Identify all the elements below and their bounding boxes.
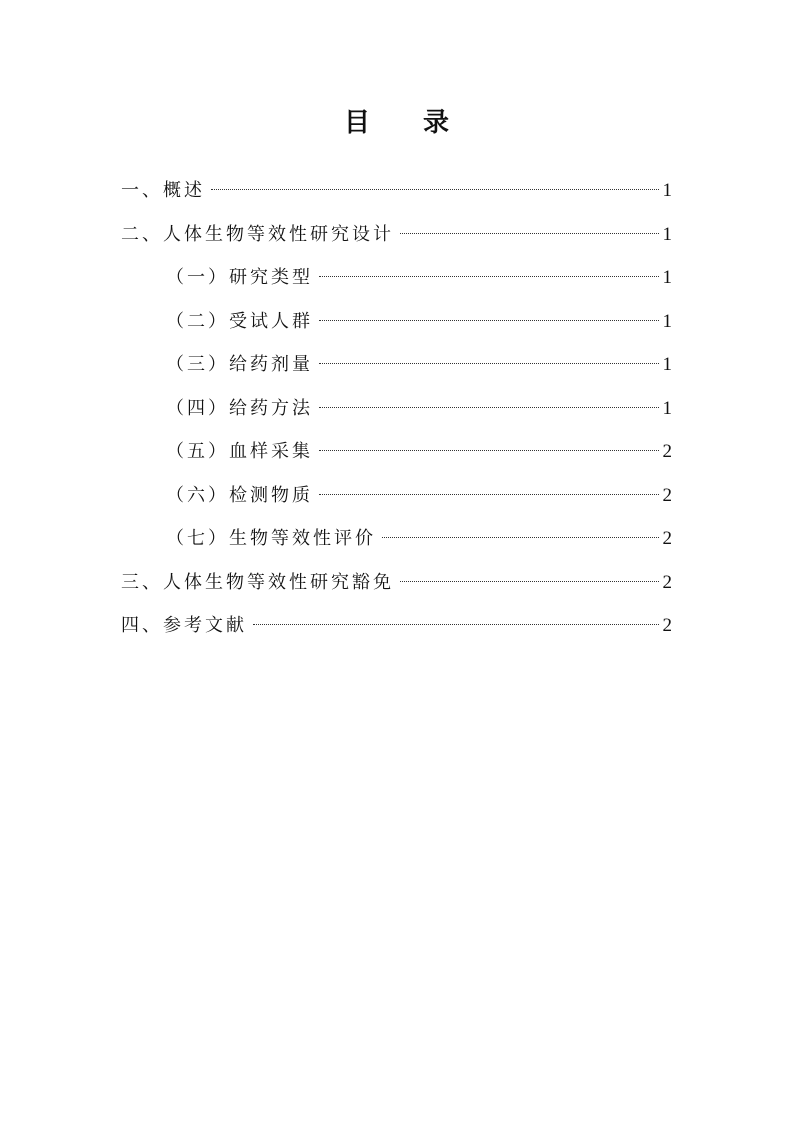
toc-entry-label: （一）研究类型 <box>166 267 313 288</box>
dot-leader <box>319 407 659 408</box>
toc-entry-label: （四）给药方法 <box>166 398 313 419</box>
toc-entry-label: （七）生物等效性评价 <box>166 528 376 549</box>
toc-entry[interactable] <box>166 350 672 380</box>
toc-entry-label: （二）受试人群 <box>166 311 313 332</box>
toc-entry-page: 2 <box>662 528 672 549</box>
toc-entry[interactable] <box>166 263 672 293</box>
toc-entry[interactable] <box>166 481 672 511</box>
dot-leader <box>319 450 659 451</box>
dot-leader <box>319 363 659 364</box>
toc-entry-page: 1 <box>662 311 672 332</box>
dot-leader <box>211 189 659 190</box>
toc-entry-page: 2 <box>662 441 672 462</box>
dot-leader <box>400 581 659 582</box>
toc-entry[interactable] <box>166 307 672 337</box>
dot-leader <box>319 276 659 277</box>
toc-entry-page: 2 <box>662 615 672 636</box>
dot-leader <box>319 320 659 321</box>
dot-leader <box>319 494 659 495</box>
toc-entry-page: 1 <box>662 224 672 245</box>
toc-entry-label: （三）给药剂量 <box>166 354 313 375</box>
toc-entry-label: （五）血样采集 <box>166 441 313 462</box>
toc-entry-page: 1 <box>662 398 672 419</box>
toc-entry-label: 一、概述 <box>121 180 205 201</box>
toc-entry[interactable] <box>121 611 672 641</box>
toc-entry-page: 1 <box>662 354 672 375</box>
toc-entry-label: 四、参考文献 <box>121 615 247 636</box>
dot-leader <box>253 624 659 625</box>
toc-entry[interactable] <box>121 176 672 206</box>
toc-title: 目 录 <box>343 108 472 138</box>
toc-entry[interactable] <box>166 437 672 467</box>
toc-entry[interactable] <box>121 568 672 598</box>
toc-entry[interactable] <box>166 394 672 424</box>
toc-entry[interactable] <box>121 220 672 250</box>
dot-leader <box>382 537 659 538</box>
toc-entry-page: 1 <box>662 267 672 288</box>
toc-entry-label: 二、人体生物等效性研究设计 <box>121 224 394 245</box>
toc-entry-page: 2 <box>662 572 672 593</box>
dot-leader <box>400 233 659 234</box>
toc-entry-page: 1 <box>662 180 672 201</box>
toc-entry-page: 2 <box>662 485 672 506</box>
toc-entry[interactable] <box>166 524 672 554</box>
toc-entry-label: （六）检测物质 <box>166 485 313 506</box>
toc-entry-label: 三、人体生物等效性研究豁免 <box>121 572 394 593</box>
